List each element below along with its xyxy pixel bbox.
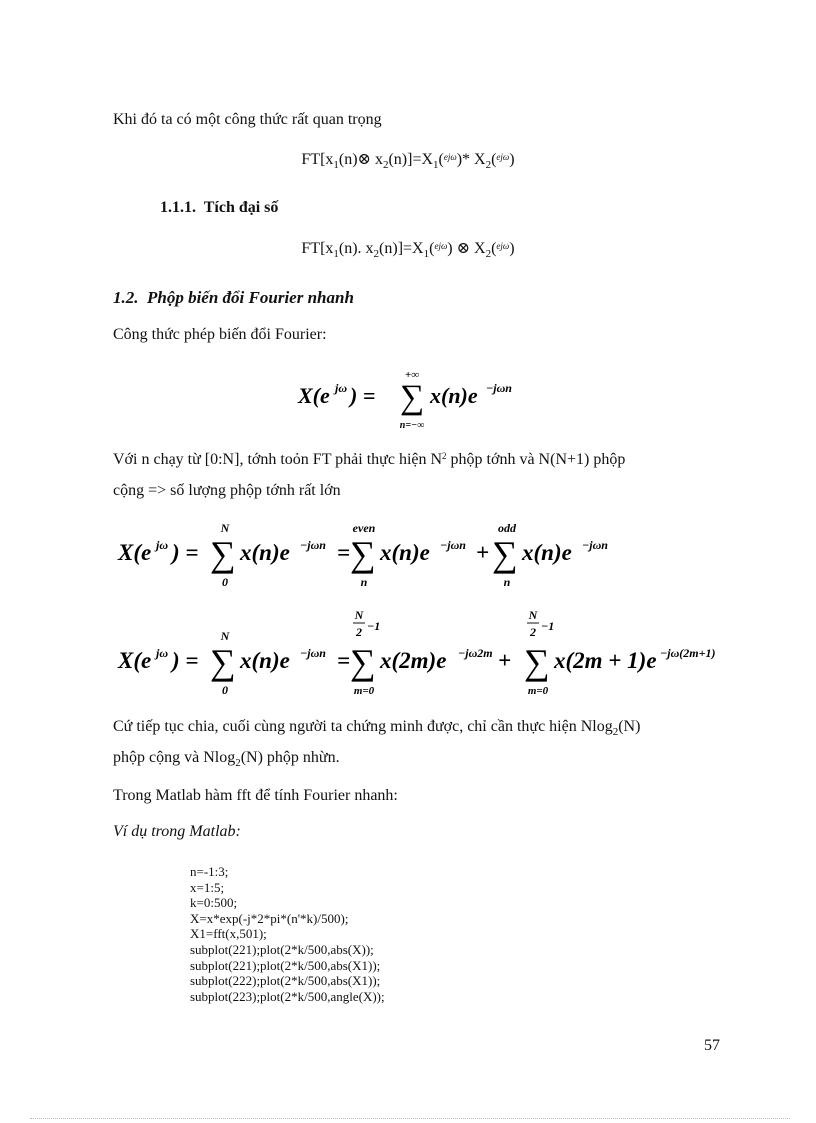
svg-text:=: = [337,540,351,565]
svg-text:N: N [528,608,538,622]
equation-radix2-split [112,608,742,700]
code-line: x=1:5; [190,879,225,895]
formula-product: $FT[x_1(n)$. $x_2(n)]=X_1(^{ej\omega})$ ⊗ $X_2(^{ej\omega})$ [301,240,515,260]
svg-text:X(e: X(e [298,383,330,408]
svg-text:x(2m)e: x(2m)e [380,648,447,673]
svg-text:∑: ∑ [210,534,236,574]
svg-text:−jω(2m+1): −jω(2m+1) [660,646,716,660]
svg-text:0: 0 [222,575,228,589]
svg-text:−jωn: −jωn [582,538,608,552]
example-label: Ví dụ trong Matlab: [113,823,241,840]
svg-text:n: n [503,575,511,589]
intro-paragraph: Khi đó ta có một công thức rất quan trọng [113,111,382,128]
paragraph-complexity-line2: cộng => số lượng phộp tớnh rất lớn [113,482,341,499]
equation-even-odd-split [112,520,632,592]
svg-text:0: 0 [222,683,228,697]
svg-text:2: 2 [356,625,362,639]
svg-text:x(n)e: x(n)e [240,540,290,565]
svg-text:∑: ∑ [492,534,518,574]
code-line: subplot(223);plot(2*k/500,angle(X)); [190,988,385,1004]
svg-text:x(n)e: x(n)e [430,383,478,408]
svg-text:odd: odd [498,521,516,535]
svg-text:−jωn: −jωn [300,646,326,660]
page-number: 57 [704,1037,720,1054]
svg-text:X(e: X(e [118,540,152,565]
svg-text:−1: −1 [367,619,381,633]
svg-text:jω: jω [156,646,169,660]
code-line: X=x*exp(-j*2*pi*(n'*k)/500); [190,910,349,926]
equation-fourier-transform [290,364,530,434]
code-line: subplot(222);plot(2*k/500,abs(X1)); [190,973,381,989]
svg-text:N: N [354,608,364,622]
svg-text:even: even [352,521,376,535]
svg-text:n: n [360,575,368,589]
svg-text:+: + [498,648,512,673]
svg-text:=: = [337,648,351,673]
matlab-code-block [190,864,385,1004]
svg-text:2: 2 [530,625,536,639]
paragraph-complexity-line1: Với n chạy từ [0:N], tớnh toỏn FT phải thực hiện $N^2$ phộp tớnh và N(N+1) phộp [113,451,626,468]
section-heading-1-1-1: 1.1.1. Tích đại số [160,199,279,216]
svg-text:∑: ∑ [524,642,550,682]
paragraph-matlab-fft: Trong Matlab hàm fft để tính Fourier nhanh: [113,787,398,804]
svg-text:jω: jω [156,538,169,552]
code-line: subplot(221);plot(2*k/500,abs(X)); [190,941,374,957]
sum-symbol: ∑ [400,379,425,416]
svg-text:+∞: +∞ [404,369,420,381]
svg-text:−jωn: −jωn [300,538,326,552]
paragraph-conclusion-line1: Cứ tiếp tục chia, cuối cùng người ta chứng minh được, chỉ cần thực hiện Nlog$_2$(N) [113,718,641,738]
svg-text:−1: −1 [541,619,555,633]
paragraph-conclusion-line2: phộp cộng và Nlog$_2$(N) phộp nhừn. [113,749,340,769]
code-line: n=-1:3; [190,864,229,879]
svg-text:) =: ) = [172,648,199,673]
svg-text:) =: ) = [350,383,376,408]
svg-text:x(2m + 1)e: x(2m + 1)e [554,648,657,673]
svg-text:) =: ) = [172,540,199,565]
svg-text:N: N [220,521,230,535]
svg-text:m=0: m=0 [527,685,549,697]
svg-text:∑: ∑ [350,534,376,574]
svg-text:x(n)e: x(n)e [522,540,572,565]
code-line: k=0:500; [190,895,238,911]
svg-text:x(n)e: x(n)e [380,540,430,565]
code-line: subplot(221);plot(2*k/500,abs(X1)); [190,957,381,973]
fourier-intro-text: Công thức phép biến đổi Fourier: [113,326,327,343]
footer-rule [30,1118,790,1119]
svg-text:N: N [220,629,230,643]
svg-text:∑: ∑ [210,642,236,682]
svg-text:+: + [476,540,490,565]
svg-text:X(e: X(e [118,648,152,673]
section-heading-1-2: 1.2. Phộp biến đổi Fourier nhanh [113,288,354,307]
svg-text:x(n)e: x(n)e [240,648,290,673]
svg-text:−jωn: −jωn [440,538,466,552]
formula-convolution: $FT[x_1(n)\otimes$ $x_2(n)]=X_1(^{ej\omega})*$ $X_2(^{ej\omega})$ [301,151,515,171]
svg-text:jω: jω [335,381,348,395]
svg-text:−jωn: −jωn [486,381,512,395]
svg-text:m=0: m=0 [353,685,375,697]
svg-text:n=−∞: n=−∞ [399,420,425,431]
svg-text:∑: ∑ [350,642,376,682]
svg-text:−jω2m: −jω2m [458,646,493,660]
code-line: X1=fft(x,501); [190,926,267,942]
